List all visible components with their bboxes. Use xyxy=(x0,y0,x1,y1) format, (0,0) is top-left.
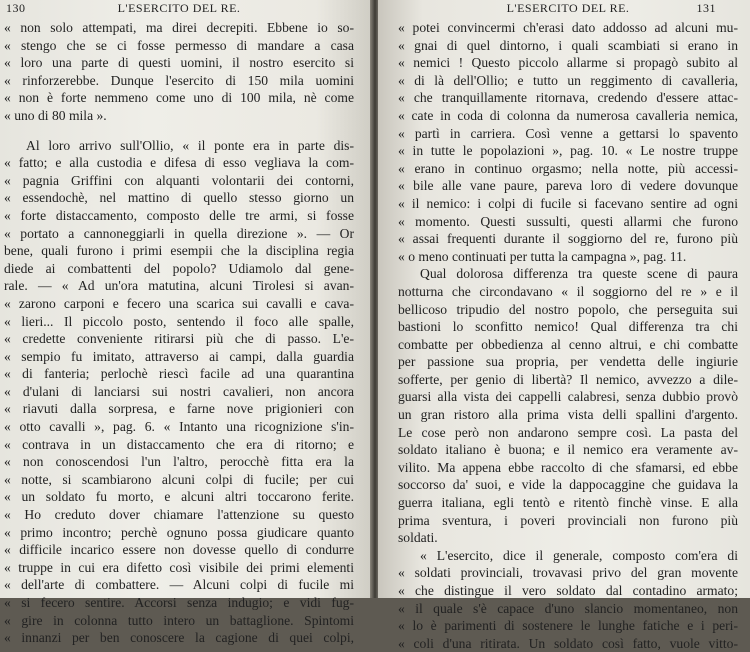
text-line: « gire in colonna tutto intero un battaglione. Spintomi xyxy=(4,612,354,628)
text-line: « in tutte le popolazioni », pag. 10. « Le nostre truppe xyxy=(398,143,738,159)
text-line: rale. — « Ad un'ora matutina, alcuni Tirolesi si avan- xyxy=(4,278,354,294)
text-line: « forte distaccamento, composto delle tre armi, si fosse xyxy=(4,207,354,223)
left-page-number: 130 xyxy=(6,1,26,15)
text-line: « L'esercito, dice il generale, composto com'era di xyxy=(420,547,738,563)
text-line: « uno di 80 mila ». xyxy=(4,107,107,123)
text-line: bellicoso tripudio del nostro popolo, che perseguita sui xyxy=(398,301,738,317)
text-line: « si fecero sentire. Accorsi senza indugio; e vidi fug- xyxy=(4,595,354,610)
right-page-header xyxy=(398,0,738,19)
text-line: « erano in continuo orgasmo; nella notte, più accessi- xyxy=(398,160,738,176)
text-line: « assai frequenti durante il soggiorno del re, furono più xyxy=(398,231,738,247)
text-line: « sempio fu imitato, attraverso ai campi, dalla guardia xyxy=(4,348,354,364)
text-line: « partì in carriera. Così venne a gettarsi lo spavento xyxy=(398,125,738,141)
text-line: soccorso da' suoi, e vide la dappocaggine che guidava la xyxy=(398,477,738,493)
text-line: « dell'arte di combattere. — Alcuni colpi di fucile mi xyxy=(4,577,354,593)
text-line: notturna che circondavano « il soggiorno del re » e il xyxy=(398,283,738,299)
paragraph-gap xyxy=(4,125,354,137)
text-line: « momento. Questi sussulti, questi allarmi che furono xyxy=(398,213,738,229)
text-line: « cate in coda di colonna da numerosa cavalleria nemica, xyxy=(398,107,738,123)
text-line: « stengo che se ci fosse permesso di mandare a casa xyxy=(4,37,354,53)
text-line: guarsi alla vista dei cappelli calabresi, senza dubbio provò xyxy=(398,389,738,405)
text-line: Al loro arrivo sull'Ollio, « il ponte era in parte dis- xyxy=(26,137,354,153)
text-line: « loro una parte di questi uomini, il nostro esercito si xyxy=(4,55,354,71)
text-line: « rinforzerebbe. Dunque l'esercito di 150 mila uomini xyxy=(4,72,354,88)
right-text-block-3 xyxy=(398,547,738,652)
text-line: diede ai combattenti del popolo? Udiamolo dal gene- xyxy=(4,260,354,276)
text-line: « d'ulani di lanciarsi sui nostri cavalieri, non ancora xyxy=(4,383,354,399)
text-line: sofferte, per genio di libertà? Il nemico, avvezzo a dile- xyxy=(398,371,738,387)
text-line: « Ho creduto dover chiamare l'attenzione su questo xyxy=(4,507,354,523)
text-line: Le cose però non andarono sempre così. La pasta del xyxy=(398,424,738,440)
text-line: « un soldato fu morto, e alcuni altri toccarono ferite. xyxy=(4,489,354,505)
text-line: « essendochè, nel mattino di quello stesso giorno un xyxy=(4,190,354,206)
left-text-block-1 xyxy=(4,19,354,125)
left-page xyxy=(0,0,372,646)
text-line: combatte per obbedienza al cenno altrui, e chi combatte xyxy=(398,336,738,352)
text-line: « di là dell'Ollio; e tutto un reggimento di cavalleria, xyxy=(398,72,738,88)
text-line: « lieri... Il piccolo posto, sentendo il foco alle spalle, xyxy=(4,313,354,329)
text-line: soldati. xyxy=(398,530,438,546)
text-line: « gnai di quel dintorno, i quali scambiati si erano in xyxy=(398,37,738,53)
left-page-header xyxy=(4,0,354,19)
text-line: « non è forte nemmeno come uno di 100 mila, nè come xyxy=(4,90,354,106)
text-line: prima sventura, i poveri provinciali non furono più xyxy=(398,512,738,528)
text-line: « non conoscendosi l'un l'altro, perocchè fitta era la xyxy=(4,454,354,470)
right-page-number: 131 xyxy=(696,1,716,15)
text-line: « che tranquillamente ritornava, credendo d'essere attac- xyxy=(398,90,738,106)
text-line: « fatto; e alla custodia e difesa di esso vegliava la com- xyxy=(4,155,354,171)
text-line: « potei convincermi ch'erasi dato addosso ad alcuni mu- xyxy=(398,20,738,35)
text-line: vilito. Ma appena ebbe raccolto di che sfamarsi, ed ebbe xyxy=(398,459,738,475)
text-line: « nemici ! Questo piccolo allarme si propagò subito al xyxy=(398,55,738,71)
text-line: « riavuti dalla sorpresa, e farne nove prigionieri con xyxy=(4,401,354,417)
text-line: « zarono carponi e fecero una scarica sui cavalli e cava- xyxy=(4,295,354,311)
text-line: « contrava in un distaccamento che era di ritorno; e xyxy=(4,436,354,452)
text-line: « truppe in cui era difetto così visibile dei primi elementi xyxy=(4,559,354,575)
left-running-head: L'ESERCITO DEL RE. xyxy=(117,1,241,15)
text-line: « non solo attempati, ma direi decrepiti. Ebbene io so- xyxy=(4,20,354,35)
text-line: « lo è parimenti di sostenere le lunghe fatiche e i peri- xyxy=(398,618,738,634)
text-line: « innanzi per ben conoscere la cagione di quei colpi, xyxy=(4,630,354,646)
left-text-block-2 xyxy=(4,137,354,647)
right-running-head: L'ESERCITO DEL RE. xyxy=(506,1,630,15)
text-line: « di fanteria; perlochè riescì facile ad una quarantina xyxy=(4,366,354,382)
text-line: soldato italiano è buona; e il nemico era veramente av- xyxy=(398,442,738,458)
right-text-block-2 xyxy=(398,265,738,547)
text-line: « pagnia Griffini con alquanti volontarii dei contorni, xyxy=(4,172,354,188)
text-line: « soldati provinciali, trovavasi privo del gran movente xyxy=(398,565,738,581)
text-line: « difficile incarico essere non dovesse quello di condurre xyxy=(4,542,354,558)
text-line: « credette conveniente ritirarsi più che di passo. L'e- xyxy=(4,331,354,347)
text-line: « primo incontro; perchè ognuno possa giudicare quanto xyxy=(4,524,354,540)
text-line: guerra italiana, egli tentò e ritentò finchè vinse. E alla xyxy=(398,495,738,511)
right-page xyxy=(378,0,750,651)
text-line: « bile alle vane paure, pareva loro di vedere dovunque xyxy=(398,178,738,194)
text-line: bastioni lo sconfitto nemico! Qual differenza tra chi xyxy=(398,319,738,335)
text-line: « che distingue il vero soldato dal contadino armato; xyxy=(398,583,738,598)
text-line: « portato a cannoneggiarli in quella direzione ». — Or xyxy=(4,225,354,241)
text-line: bene, quali furono i primi esempii che la disciplina regia xyxy=(4,243,354,259)
text-line: Qual dolorosa differenza tra queste scene di paura xyxy=(420,266,738,282)
text-line: « o meno continuati per tutta la campagna », pag. 11. xyxy=(398,248,687,264)
text-line: « il nemico: i colpi di fucile si facevano sentire ad ogni xyxy=(398,195,738,211)
text-line: per passione sua propria, per vendetta delle ingiurie xyxy=(398,354,738,370)
text-line: « coli d'una ritirata. Un soldato così fatto, vuole vitto- xyxy=(398,635,738,651)
text-line: un gran ristoro alla prima vista delli spallini d'argento. xyxy=(398,407,738,423)
text-line: « il quale s'è capace d'uno slancio momentaneo, non xyxy=(398,600,738,616)
right-text-block-1 xyxy=(398,19,738,265)
text-line: « notte, si scambiarono alcuni colpi di fucile; per cui xyxy=(4,471,354,487)
text-line: « otto cavalli », pag. 6. « Intanto una ricognizione s'in- xyxy=(4,419,354,435)
